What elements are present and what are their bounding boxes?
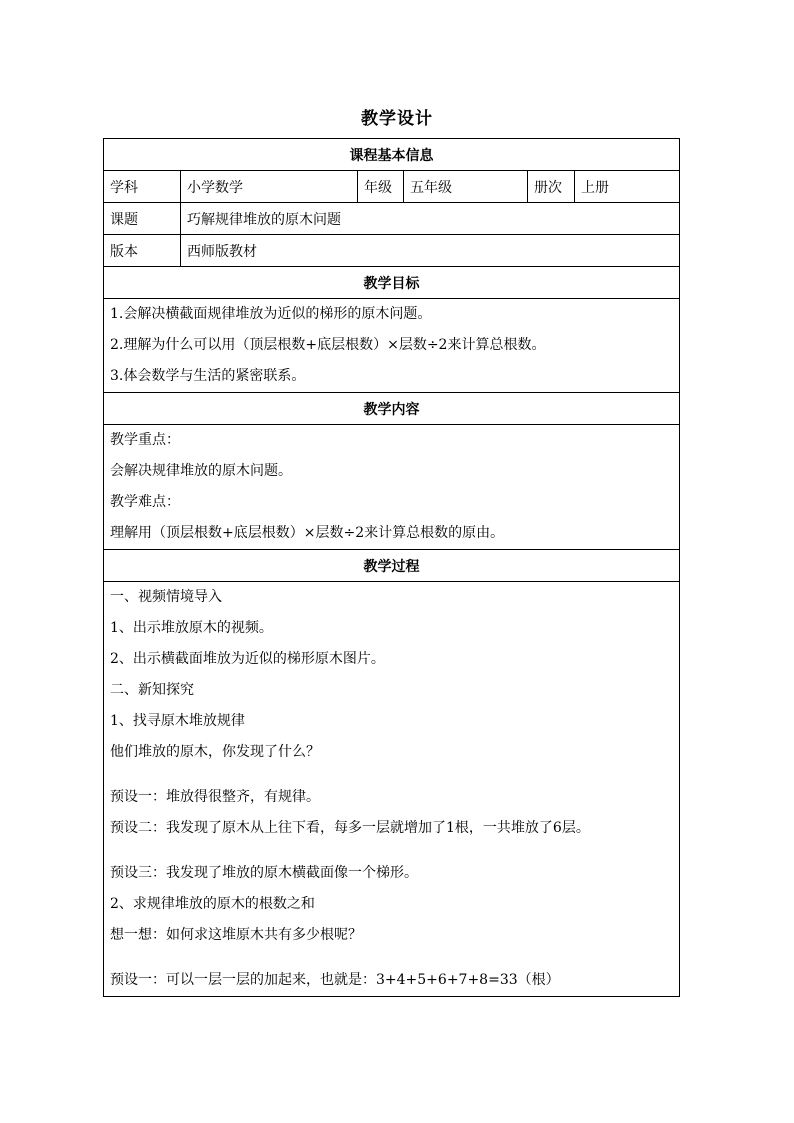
topic-value: 巧解规律堆放的原木问题: [181, 203, 680, 235]
basic-info-header-row: [104, 139, 680, 171]
process-header-row: [104, 550, 680, 582]
objectives-header: 教学目标: [104, 267, 680, 299]
volume-label: 册次: [528, 171, 575, 203]
process-header: 教学过程: [104, 550, 680, 582]
process-list: [104, 582, 680, 997]
process-line: 1、出示堆放原木的视频。: [110, 620, 273, 636]
edition-value: 西师版教材: [181, 235, 680, 267]
content-list: [104, 425, 680, 550]
topic-row: [104, 203, 680, 235]
process-line: 预设二：我发现了原木从上往下看，每多一层就增加了1根，一共堆放了6层。: [110, 820, 590, 836]
content-line: 理解用（顶层根数+底层根数）×层数÷2来计算总根数的原由。: [110, 525, 505, 541]
process-line: 2、出示横截面堆放为近似的梯形原木图片。: [110, 651, 385, 667]
volume-value: 上册: [575, 171, 680, 203]
process-line: 二、新知探究: [110, 682, 194, 698]
process-line: 预设一：堆放得很整齐，有规律。: [110, 789, 320, 805]
content-header-row: [104, 393, 680, 425]
grade-label: 年级: [358, 171, 404, 203]
edition-label: 版本: [104, 235, 181, 267]
objective-item: 2.理解为什么可以用（顶层根数+底层根数）×层数÷2来计算总根数。: [110, 337, 546, 353]
process-line: 1、找寻原木堆放规律: [110, 713, 245, 729]
process-line: 预设三：我发现了堆放的原木横截面像一个梯形。: [110, 865, 418, 881]
content-line: 教学难点：: [110, 494, 180, 510]
subject-grade-volume-row: [104, 171, 680, 203]
process-line: 他们堆放的原木，你发现了什么？: [110, 744, 320, 760]
process-line: 一、视频情境导入: [110, 589, 222, 605]
objective-item: 1.会解决横截面规律堆放为近似的梯形的原木问题。: [110, 306, 432, 322]
lesson-plan-table: [103, 138, 680, 997]
objectives-header-row: [104, 267, 680, 299]
subject-label: 学科: [104, 171, 181, 203]
topic-label: 课题: [104, 203, 181, 235]
spacer: [110, 951, 673, 965]
subject-value: 小学数学: [181, 171, 358, 203]
content-body-row: [104, 425, 680, 550]
process-line: 想一想：如何求这堆原木共有多少根呢？: [110, 927, 362, 943]
process-line: 预设一：可以一层一层的加起来，也就是：3+4+5+6+7+8=33（根）: [110, 972, 560, 988]
objective-item: 3.体会数学与生活的紧密联系。: [110, 368, 306, 384]
basic-info-header: 课程基本信息: [104, 139, 680, 171]
process-line: 2、求规律堆放的原木的根数之和: [110, 896, 315, 912]
spacer: [110, 768, 673, 782]
content-line: 会解决规律堆放的原木问题。: [110, 463, 292, 479]
edition-row: [104, 235, 680, 267]
content-header: 教学内容: [104, 393, 680, 425]
spacer: [110, 844, 673, 858]
objectives-body-row: [104, 299, 680, 393]
process-body-row: [104, 582, 680, 997]
document-title: 教学设计: [361, 109, 433, 129]
content-line: 教学重点：: [110, 432, 180, 448]
grade-value: 五年级: [404, 171, 528, 203]
objectives-list: [104, 299, 680, 393]
